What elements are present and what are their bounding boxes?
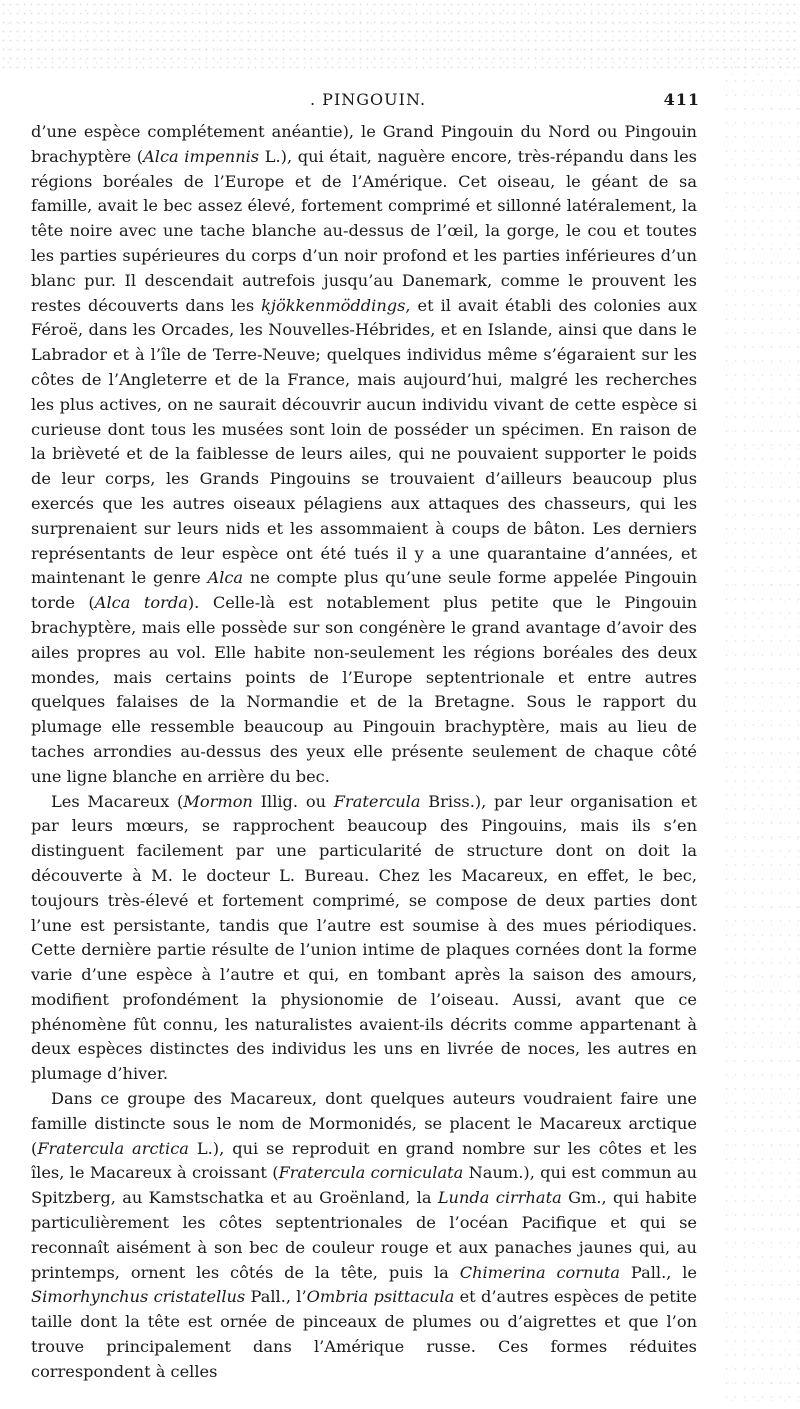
italic-term: Mormon bbox=[183, 791, 253, 811]
text-run: L.), qui était, naguère encore, très-répandu dans les régions boréales de l’Europe et de l’Amérique. Cet oiseau, le géant de sa famille, avait le bec assez élevé, fortement comprimé et sillonné latéralement, la tête noire avec une tache blanche au-dessus de l’œil, la gorge, le cou et toutes les parties supérieures du corps d’un noir profond et les parties inférieures d’un blanc pur. Il descendait autrefois jusqu’au Danemark, comme le prouvent les restes découverts dans les bbox=[31, 146, 697, 315]
text-run: et d’autres espèces de petite taille dont la tête est ornée de pinceaux de plumes ou d’aigrettes et que l’on trouve principalement dans l’Amérique russe. Ces formes réduites correspondent à celles bbox=[31, 1287, 697, 1381]
paragraph bbox=[31, 1087, 697, 1385]
text-run: Pall., l’ bbox=[245, 1287, 307, 1307]
italic-term: kjökkenmöddings bbox=[261, 295, 406, 315]
scan-noise-top bbox=[0, 0, 800, 75]
text-run: Naum.), qui est commun au Spitzberg, au Kamstschatka et au Groënland, la bbox=[31, 1163, 697, 1208]
paragraph bbox=[31, 120, 697, 790]
italic-term: Fratercula bbox=[333, 791, 421, 811]
text-run: Les Macareux ( bbox=[51, 791, 184, 811]
text-run: ). Celle-là est notablement plus petite que le Pingouin brachyptère, mais elle possède sur son congénère le grand avantage d’avoir des ailes propres au vol. Elle habite non-seulement les régions boréales des deux mondes, mais certains points de l’Europe septentrionale et entre autres quelques falaises de la Normandie et de la Bretagne. Sous le rapport du plumage elle ressemble beaucoup au Pingouin brachyptère, mais au lieu de taches arrondies au-dessus des yeux elle présente seulement de chaque côté une ligne blanche en arrière du bec. bbox=[31, 593, 697, 786]
italic-term: Chimerina cornuta bbox=[459, 1262, 621, 1282]
text-run: ne compte plus qu’une seule forme appelée Pingouin torde ( bbox=[31, 568, 698, 613]
italic-term: Fratercula corniculata bbox=[278, 1163, 464, 1183]
scan-noise-right-margin bbox=[722, 60, 800, 1409]
italic-term: Ombria psittacula bbox=[306, 1287, 455, 1307]
italic-term: Fratercula arctica bbox=[37, 1138, 189, 1158]
running-title: . PINGOUIN. bbox=[310, 90, 427, 109]
body-text bbox=[31, 120, 697, 1385]
italic-term: Alca impennis bbox=[143, 146, 260, 166]
text-run: Pall., le bbox=[620, 1262, 697, 1282]
text-run: L.), qui se reproduit en grand nombre sur les côtes et les îles, le Macareux à croissant ( bbox=[31, 1138, 697, 1183]
italic-term: Lunda cirrhata bbox=[437, 1188, 562, 1208]
italic-term: Alca bbox=[207, 568, 244, 588]
italic-term: Alca torda bbox=[94, 593, 188, 613]
running-header bbox=[40, 90, 700, 114]
text-run: , et il avait établi des colonies aux Féroë, dans les Orcades, les Nouvelles-Hébrides, et en Islande, ainsi que dans le Labrador et à l’île de Terre-Neuve; quelques individus même s’égaraient sur les côtes de l’Angleterre et de la France, mais aujourd’hui, malgré les recherches les plus actives, on ne saurait découvrir aucun individu vivant de cette espèce si curieuse dont tous les musées sont loin de posséder un spécimen. En raison de la brièveté et de la faiblesse de leurs ailes, qui ne pouvaient supporter le poids de leur corps, les Grands Pingouins se trouvaient d’ailleurs beaucoup plus exercés que les autres oiseaux pélagiens aux attaques des chasseurs, qui les surprenaient sur leurs nids et les assommaient à coups de bâton. Les derniers représentants de leur espèce ont été tués il y a une quarantaine d’années, et maintenant le genre bbox=[31, 295, 697, 588]
text-run: Illig. ou bbox=[252, 791, 334, 811]
text-run: Briss.), par leur organisation et par leurs mœurs, se rapprochent beaucoup des Pingouins, mais ils s’en distinguent facilement par une particularité de structure dont on doit la découverte à M. le docteur L. Bureau. Chez les Macareux, en effet, le bec, toujours très-élevé et fortement comprimé, se compose de deux parties dont l’une est persistante, tandis que l’autre est soumise à des mues périodiques. Cette dernière partie résulte de l’union intime de plaques cornées dont la forme varie d’une espèce à l’autre et qui, en tombant après la saison des amours, modifient profondément la physionomie de l’oiseau. Aussi, avant que ce phénomène fût connu, les naturalistes avaient-ils décrits comme appartenant à deux espèces distinctes des individus les uns en livrée de noces, les autres en plumage d’hiver. bbox=[31, 791, 697, 1084]
paragraph bbox=[31, 790, 697, 1088]
italic-term: Simorhynchus cristatellus bbox=[31, 1287, 246, 1307]
text-run: Dans ce groupe des Macareux, dont quelques auteurs voudraient faire une famille distincte sous le nom de Mormonidés, se placent le Macareux arctique ( bbox=[31, 1089, 697, 1158]
text-run: Gm., qui habite particulièrement les côtes septentrionales de l’océan Pacifique et qui se reconnaît aisément à son bec de couleur rouge et aux panaches jaunes qui, au printemps, ornent les côtés de la tête, puis la bbox=[31, 1188, 697, 1282]
page-number: 411 bbox=[663, 90, 700, 109]
text-run: d’une espèce complétement anéantie), le Grand Pingouin du Nord ou Pingouin brachyptère ( bbox=[31, 122, 697, 166]
